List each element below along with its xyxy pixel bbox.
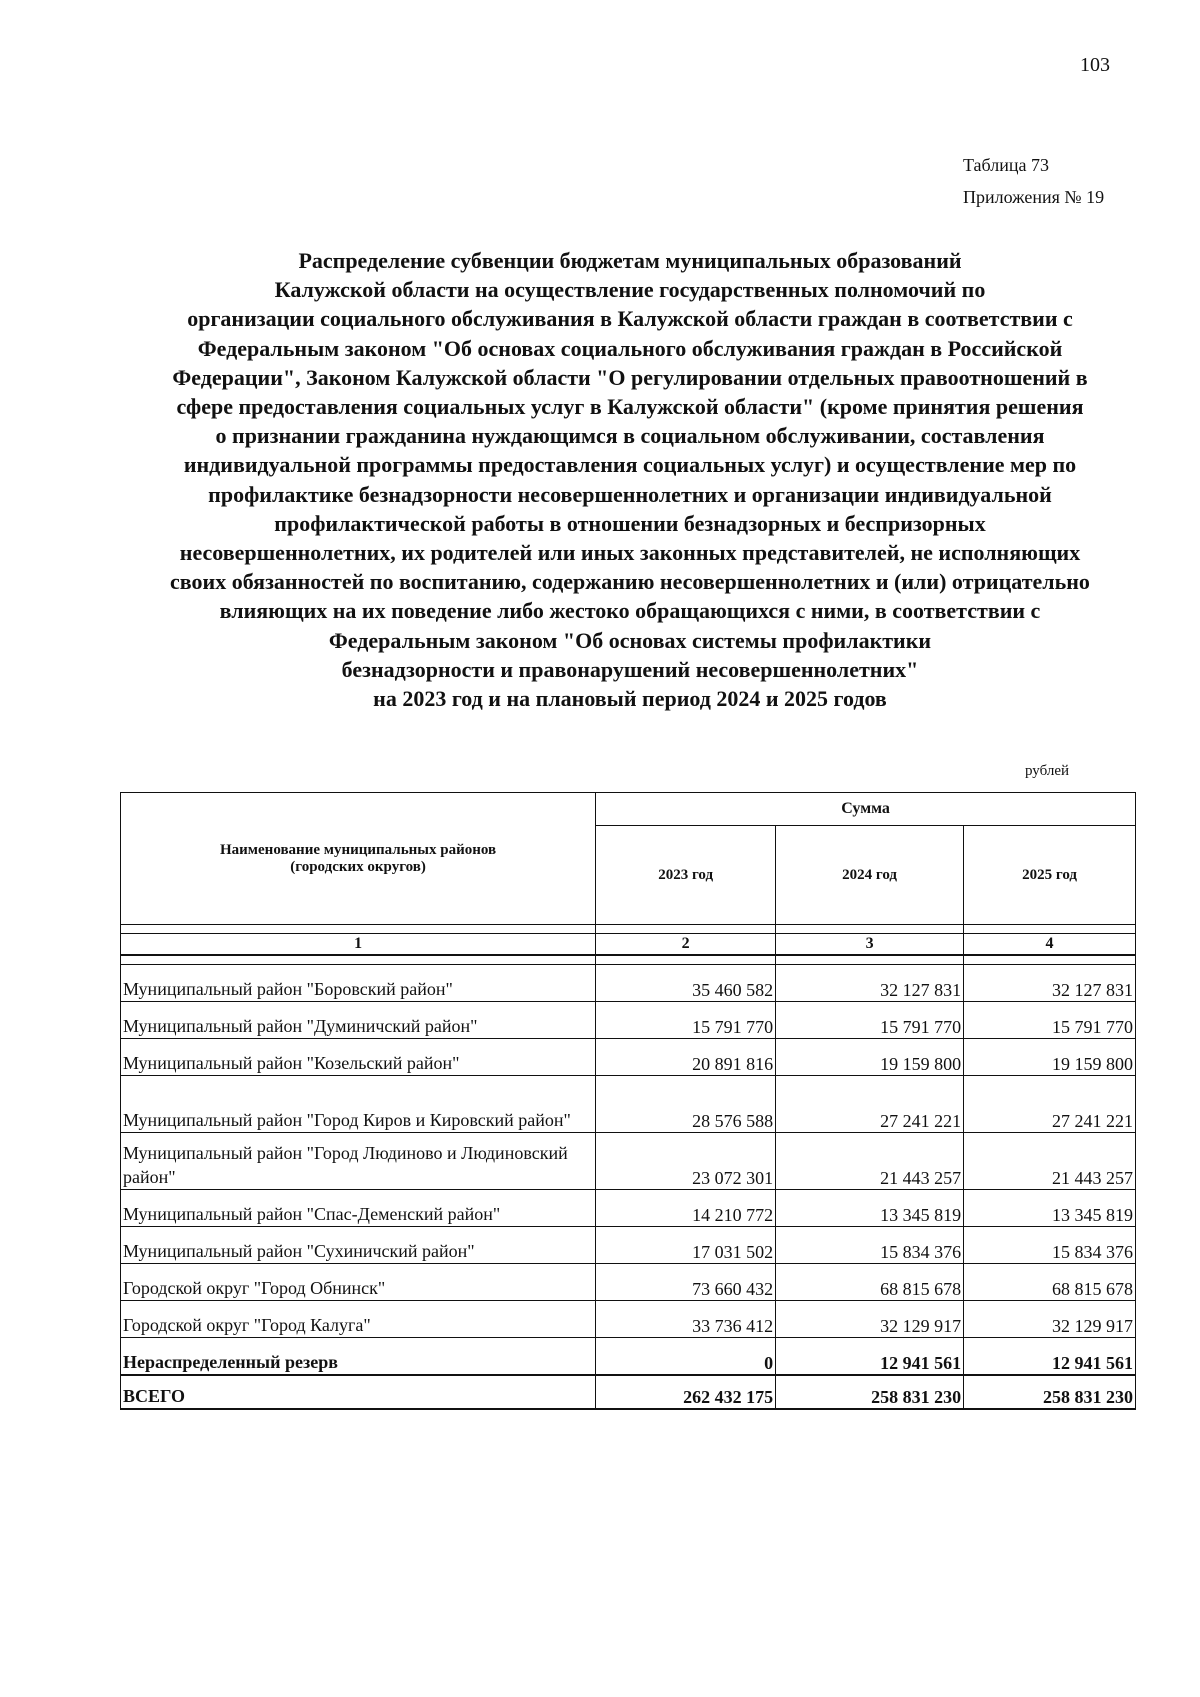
value-2023: 73 660 432 [596, 1264, 776, 1301]
total-2023: 262 432 175 [596, 1375, 776, 1409]
value-2024: 68 815 678 [776, 1264, 964, 1301]
total-row [121, 1375, 1136, 1409]
value-2023: 35 460 582 [596, 965, 776, 1002]
title-line: организации социального обслуживания в Калужской области граждан в соответствии с [187, 306, 1073, 332]
title-line: о признании гражданина нуждающимся в социальном обслуживании, составления [215, 423, 1045, 449]
title-line: профилактике безнадзорности несовершеннолетних и организации индивидуальной [208, 481, 1052, 507]
title-line: Федеральным законом "Об основах социального обслуживания граждан в Российской [197, 335, 1063, 361]
row-name: Муниципальный район "Думиничский район" [121, 1002, 596, 1039]
value-2024: 12 941 561 [776, 1338, 964, 1376]
total-2025: 258 831 230 [964, 1375, 1136, 1409]
table-row [121, 1301, 1136, 1338]
total-label: ВСЕГО [121, 1375, 596, 1409]
row-name: Нераспределенный резерв [121, 1338, 596, 1376]
table-row [121, 1190, 1136, 1227]
reserve-row [121, 1338, 1136, 1376]
value-2023: 20 891 816 [596, 1039, 776, 1076]
title-line: своих обязанностей по воспитанию, содержанию несовершеннолетних и (или) отрицательно [170, 569, 1090, 595]
title-line: несовершеннолетних, их родителей или иных законных представителей, не исполняющих [179, 540, 1081, 566]
value-2025: 21 443 257 [964, 1133, 1136, 1190]
value-2024: 15 834 376 [776, 1227, 964, 1264]
column-number: 3 [776, 934, 964, 956]
table-row [121, 1264, 1136, 1301]
total-2024: 258 831 230 [776, 1375, 964, 1409]
table-row [121, 965, 1136, 1002]
value-2023: 15 791 770 [596, 1002, 776, 1039]
value-2024: 32 129 917 [776, 1301, 964, 1338]
table-row [121, 1133, 1136, 1190]
row-name: Муниципальный район "Козельский район" [121, 1039, 596, 1076]
title-line: на 2023 год и на плановый период 2024 и 2025 годов [373, 686, 887, 712]
table-reference: Таблица 73 [963, 155, 1049, 175]
value-2025: 68 815 678 [964, 1264, 1136, 1301]
title-line: Калужской области на осуществление государственных полномочий по [274, 277, 986, 303]
value-2024: 15 791 770 [776, 1002, 964, 1039]
header-sum: Сумма [596, 793, 1136, 826]
document-title [60, 246, 1200, 713]
title-line: Федеральным законом "Об основах системы профилактики [328, 627, 932, 653]
title-line: Распределение субвенции бюджетам муниципальных образований [298, 248, 962, 273]
column-number: 2 [596, 934, 776, 956]
value-2023: 14 210 772 [596, 1190, 776, 1227]
title-line: Федерации", Законом Калужской области "О регулировании отдельных правоотношений в [172, 364, 1088, 390]
value-2025: 12 941 561 [964, 1338, 1136, 1376]
title-line: безнадзорности и правонарушений несовершеннолетних" [341, 656, 919, 682]
value-2025: 32 127 831 [964, 965, 1136, 1002]
table-row [121, 1227, 1136, 1264]
header-name [121, 793, 596, 925]
value-2025: 27 241 221 [964, 1076, 1136, 1133]
title-line: профилактической работы в отношении безнадзорных и беспризорных [274, 510, 986, 536]
header-year-2023: 2023 год [596, 826, 776, 925]
header-year-2025: 2025 год [964, 826, 1136, 925]
subvention-table [120, 792, 1136, 1410]
value-2025: 15 791 770 [964, 1002, 1136, 1039]
value-2025: 15 834 376 [964, 1227, 1136, 1264]
table-row [121, 1076, 1136, 1133]
row-name: Муниципальный район "Город Киров и Кировский район" [121, 1076, 596, 1133]
title-line: влияющих на их поведение либо жестоко обращающихся с ними, в соответствии с [219, 598, 1041, 624]
table-row [121, 1039, 1136, 1076]
appendix-reference: Приложения № 19 [963, 187, 1105, 207]
value-2023: 0 [596, 1338, 776, 1376]
row-name: Муниципальный район "Город Людиново и Людиновский район" [121, 1133, 596, 1190]
row-name: Муниципальный район "Боровский район" [121, 965, 596, 1002]
header-name-line: (городских округов) [290, 858, 426, 875]
value-2023: 33 736 412 [596, 1301, 776, 1338]
column-number: 1 [121, 934, 596, 956]
value-2025: 19 159 800 [964, 1039, 1136, 1076]
value-2024: 27 241 221 [776, 1076, 964, 1133]
value-2023: 17 031 502 [596, 1227, 776, 1264]
header-year-2024: 2024 год [776, 826, 964, 925]
value-2024: 19 159 800 [776, 1039, 964, 1076]
value-2023: 28 576 588 [596, 1076, 776, 1133]
value-2024: 32 127 831 [776, 965, 964, 1002]
title-line: индивидуальной программы предоставления социальных услуг) и осуществление мер по [183, 452, 1077, 478]
value-2025: 32 129 917 [964, 1301, 1136, 1338]
row-name: Городской округ "Город Обнинск" [121, 1264, 596, 1301]
table-row [121, 1002, 1136, 1039]
header-name-line: Наименование муниципальных районов [220, 841, 497, 858]
title-line: сфере предоставления социальных услуг в Калужской области" (кроме принятия решения [176, 394, 1084, 420]
value-2024: 21 443 257 [776, 1133, 964, 1190]
value-2023: 23 072 301 [596, 1133, 776, 1190]
column-number-row [121, 934, 1136, 956]
row-name: Муниципальный район "Сухиничский район" [121, 1227, 596, 1264]
row-name: Муниципальный район "Спас-Деменский район" [121, 1190, 596, 1227]
units-label: рублей [1025, 763, 1070, 779]
row-name: Городской округ "Город Калуга" [121, 1301, 596, 1338]
page-number: 103 [1080, 54, 1110, 76]
column-number: 4 [964, 934, 1136, 956]
value-2025: 13 345 819 [964, 1190, 1136, 1227]
value-2024: 13 345 819 [776, 1190, 964, 1227]
